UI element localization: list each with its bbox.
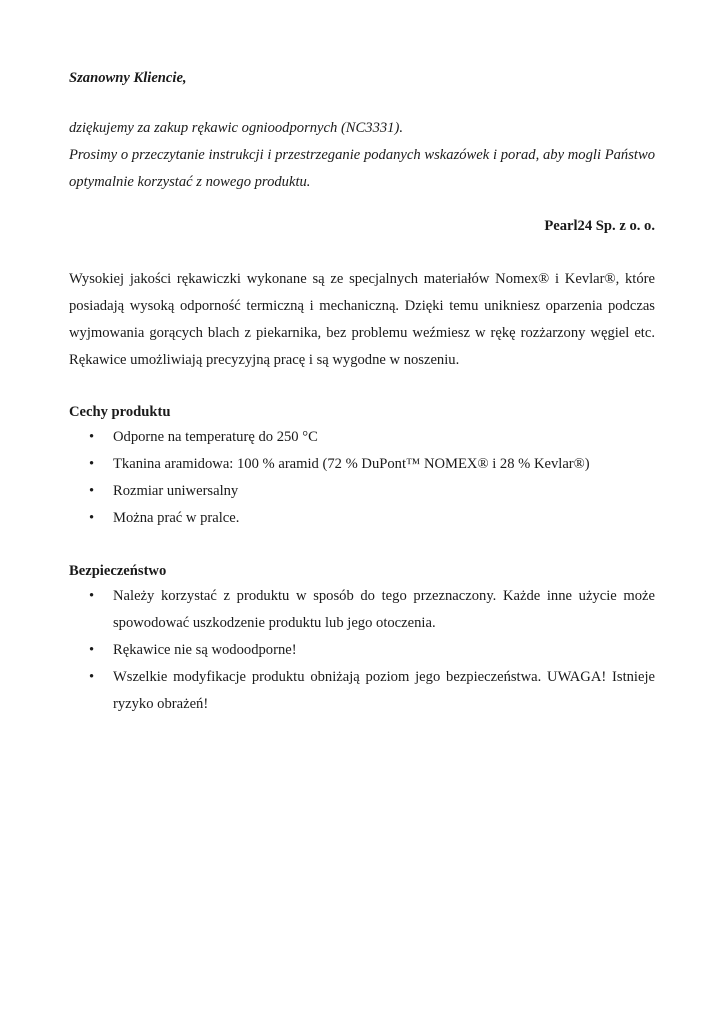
safety-text: Wszelkie modyfikacje produktu obniżają poziom jego bezpieczeństwa. UWAGA! Istnieje ryzyko obrażeń! bbox=[113, 669, 655, 712]
intro-request: Prosimy o przeczytanie instrukcji i przestrzeganie podanych wskazówek i porad, aby mogli Państwo optymalnie korzystać z nowego produktu. bbox=[69, 147, 655, 190]
company-signature: Pearl24 Sp. z o. o. bbox=[544, 218, 655, 234]
features-list bbox=[69, 424, 655, 532]
bullet-icon: • bbox=[89, 510, 95, 526]
list-item bbox=[69, 637, 655, 664]
list-item bbox=[69, 424, 655, 451]
list-item bbox=[69, 664, 655, 718]
list-item bbox=[69, 505, 655, 532]
safety-heading: Bezpieczeństwo bbox=[69, 563, 167, 579]
feature-text: Można prać w pralce. bbox=[113, 510, 240, 526]
bullet-icon: • bbox=[89, 456, 95, 472]
bullet-icon: • bbox=[89, 669, 95, 685]
safety-text: Rękawice nie są wodoodporne! bbox=[113, 642, 297, 658]
list-item bbox=[69, 583, 655, 637]
safety-text: Należy korzystać z produktu w sposób do tego przeznaczony. Każde inne użycie może spowodować uszkodzenie produktu lub jego otoczenia. bbox=[113, 588, 655, 631]
document-content bbox=[69, 66, 655, 718]
safety-list bbox=[69, 583, 655, 718]
list-item bbox=[69, 451, 655, 478]
list-item bbox=[69, 478, 655, 505]
bullet-icon: • bbox=[89, 642, 95, 658]
product-description: Wysokiej jakości rękawiczki wykonane są ze specjalnych materiałów Nomex® i Kevlar®, które posiadają wysoką odporność termiczną i mechaniczną. Dzięki temu unikniesz oparzenia podczas wyjmowania gorących blach z piekarnika, bez problemu weźmiesz w rękę rozżarzony węgiel etc. Rękawice umożliwiają precyzyjną pracę i są wygodne w noszeniu. bbox=[69, 271, 655, 368]
bullet-icon: • bbox=[89, 483, 95, 499]
feature-text: Rozmiar uniwersalny bbox=[113, 483, 239, 499]
feature-text: Odporne na temperaturę do 250 °C bbox=[113, 429, 318, 445]
intro-block bbox=[69, 115, 655, 196]
features-heading: Cechy produktu bbox=[69, 404, 171, 420]
greeting: Szanowny Kliencie, bbox=[69, 70, 187, 86]
bullet-icon: • bbox=[89, 429, 95, 445]
bullet-icon: • bbox=[89, 588, 95, 604]
feature-text: Tkanina aramidowa: 100 % aramid (72 % DuPont™ NOMEX® i 28 % Kevlar®) bbox=[113, 456, 590, 472]
intro-thanks: dziękujemy za zakup rękawic ognioodpornych (NC3331). bbox=[69, 120, 403, 136]
